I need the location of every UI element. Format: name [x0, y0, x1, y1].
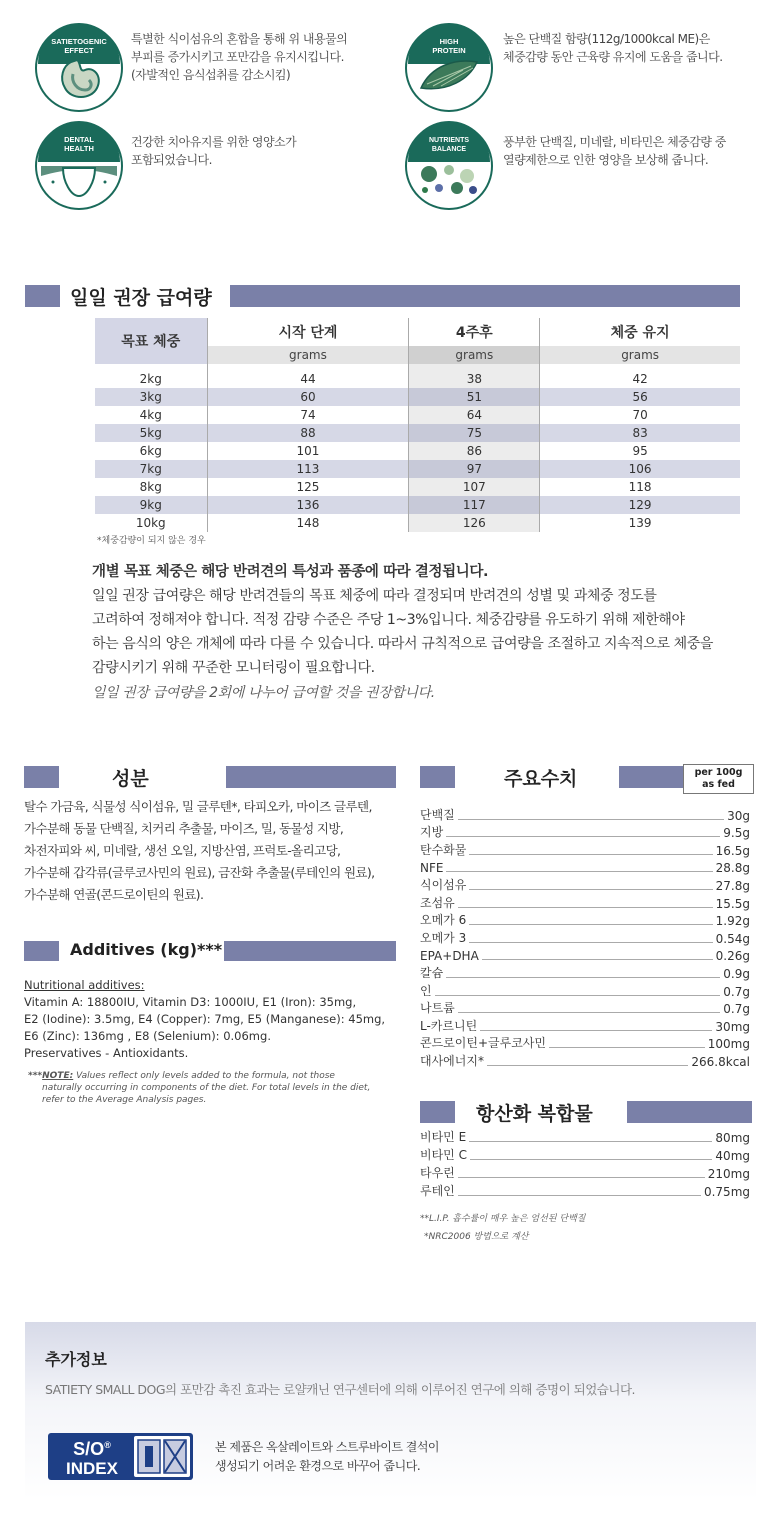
table-cell: 60: [207, 388, 409, 406]
nutrient-value: 0.7g: [723, 1002, 750, 1017]
nutrient-label: 비타민 C: [420, 1147, 467, 1162]
lip-note: **L.I.P. 흡수률이 매우 높은 엄선된 단백질: [420, 1214, 586, 1224]
badge-text-line2: HEALTH: [64, 144, 94, 153]
nutrient-label: 비타민 E: [420, 1129, 467, 1144]
composition-line: 차전자피와 씨, 미네랄, 생선 오일, 지방산염, 프럭토-올리고당,: [24, 843, 341, 858]
nutrient-value: 1.92g: [715, 914, 750, 929]
benefit-line: 건강한 치아유지를 위한 영양소가: [131, 135, 297, 149]
dot-leader: [446, 871, 712, 872]
nutrient-value: 0.9g: [723, 966, 750, 981]
additives-text: [24, 977, 396, 1062]
dot-leader: [446, 836, 720, 837]
nutrient-label: 인: [420, 983, 432, 998]
table-cell: 6kg: [139, 444, 162, 458]
benefit-text-high-protein: [503, 30, 723, 66]
dot-leader: [469, 889, 712, 890]
table-cell: 125: [207, 478, 409, 496]
table-cell: 44: [207, 370, 409, 388]
dot-leader: [487, 1065, 688, 1066]
table-cell: 3kg: [95, 388, 207, 406]
table-cell: 83: [540, 424, 740, 442]
additives-line: E6 (Zinc): 136mg , E8 (Selenium): 0.06mg.: [24, 1029, 271, 1043]
extra-text: SATIETY SMALL DOG의 포만감 촉진 효과는 로얄캐닌 연구센터에 의해 이루어진 연구에 의해 증명이 되었습니다.: [45, 1382, 635, 1397]
table-cell: 5kg: [95, 424, 207, 442]
analysis-row: [420, 946, 750, 964]
analysis-row: [420, 875, 750, 893]
benefit-line: 체중감량 동안 근육량 유지에 도움을 줍니다.: [503, 50, 723, 64]
feeding-bold-line: 개별 목표 체중은 해당 반려견의 특성과 품종에 따라 결정됩니다.: [92, 564, 489, 580]
table-cell: 95: [540, 442, 740, 460]
table-cell: 42: [540, 370, 740, 388]
additives-title: Additives (kg)***: [70, 940, 223, 959]
analysis-row: [420, 999, 750, 1017]
nutrient-value: 9.5g: [723, 826, 750, 841]
table-cell: 86: [409, 442, 540, 460]
dot-leader: [446, 977, 720, 978]
nutrient-value: 30g: [727, 808, 750, 823]
analysis-row: [420, 1127, 750, 1145]
table-cell: 107: [409, 478, 540, 496]
dot-leader: [469, 942, 712, 943]
feeding-table: [95, 318, 740, 532]
analysis-row: [420, 1016, 750, 1034]
analysis-row: [420, 1034, 750, 1052]
high-protein-badge: [403, 22, 495, 114]
table-row: [95, 514, 740, 532]
feeding-line: 하는 음식의 양은 개체에 따라 다를 수 있습니다. 따라서 규칙적으로 급여량을 조절하고 지속적으로 체중을: [92, 636, 714, 652]
nutrient-label: 지방: [420, 825, 444, 840]
analysis-bar-right: [619, 766, 685, 788]
nutrient-value: 80mg: [715, 1130, 750, 1145]
table-cell: 7kg: [95, 460, 207, 478]
nutrients-balance-badge: [403, 120, 495, 212]
index-text: INDEX: [66, 1459, 118, 1478]
nutrient-value: 28.8g: [715, 861, 750, 876]
crystal-icon: [134, 1436, 190, 1477]
table-row: [95, 442, 740, 460]
nutrient-label: 조섬유: [420, 895, 455, 910]
preservatives-line: Preservatives - Antioxidants.: [24, 1046, 189, 1060]
table-row: [95, 370, 740, 388]
table-cell: 136: [207, 496, 409, 514]
so-text: S/O: [73, 1439, 105, 1459]
nutrient-label: 대사에너지*: [420, 1053, 484, 1068]
composition-line: 가수분해 동물 단백질, 치커리 추출물, 마이즈, 밀, 동물성 지방,: [24, 821, 344, 836]
feeding-bar-left: [25, 285, 60, 307]
nutrient-value: 0.75mg: [703, 1184, 750, 1199]
analysis-row: [420, 1145, 750, 1163]
analysis-title: 주요수치: [504, 768, 578, 790]
table-cell: 139: [540, 514, 740, 532]
table-cell: 101: [207, 442, 409, 460]
table-cell: 88: [207, 424, 409, 442]
analysis-row: [420, 1181, 750, 1199]
table-cell: 75: [409, 424, 540, 442]
nutrient-label: 오메가 3: [420, 930, 467, 945]
dot-leader: [458, 819, 724, 820]
dot-leader: [469, 924, 712, 925]
dot-leader: [470, 1159, 712, 1160]
nutrient-label: 콘드로이틴+글루코사민: [420, 1036, 546, 1051]
badge-text-line1: NUTRIENTS: [428, 137, 470, 144]
nutrient-label: NFE: [420, 861, 444, 876]
additives-bar-left: [24, 941, 59, 961]
unit-label: grams: [207, 346, 409, 364]
satietogenic-badge: [33, 22, 125, 114]
table-cell: 8kg: [139, 480, 162, 494]
table-row: [95, 406, 740, 424]
table-cell: 117: [409, 496, 540, 514]
antioxidant-bar-left: [420, 1101, 455, 1123]
analysis-row: [420, 1163, 750, 1181]
additives-line: Vitamin A: 18800IU, Vitamin D3: 1000IU, E1 (Iron): 35mg,: [24, 995, 357, 1009]
dot-leader: [458, 1177, 705, 1178]
table-cell: 10kg: [135, 516, 166, 530]
nutrient-label: 루테인: [420, 1183, 455, 1198]
dot-leader: [458, 1195, 701, 1196]
additives-note: ***NOTE: Values reflect only levels added to the formula, not those naturally occurring in components of the diet. For total levels in the diet, refer to the Average Analysis pages.: [28, 1071, 371, 1105]
per-100g-box: per 100g as fed: [683, 764, 754, 794]
benefit-line: 높은 단백질 함량(112g/1000kcal ME)은: [503, 32, 710, 46]
badge-text-line2: PROTEIN: [432, 46, 466, 55]
unit-label: grams: [409, 346, 540, 364]
nutrient-label: EPA+DHA: [420, 949, 479, 964]
analysis-row: [420, 893, 750, 911]
nutrient-value: 100mg: [707, 1037, 750, 1052]
feeding-paragraph: [92, 560, 752, 680]
analysis-row: [420, 1051, 750, 1069]
column-header: 시작 단계: [207, 318, 409, 346]
table-row: [95, 478, 740, 496]
extra-title: 추가정보: [45, 1350, 107, 1369]
nutrient-value: 0.7g: [723, 984, 750, 999]
feeding-line: 고려하여 정해져야 합니다. 적정 감량 수준은 주당 1~3%입니다. 체중감량를 유도하기 위해 제한해야: [92, 612, 685, 628]
goal-weight-header: 목표 체중: [95, 318, 207, 364]
antioxidant-bar-right: [627, 1101, 752, 1123]
table-cell: 129: [540, 496, 740, 514]
table-cell: 97: [409, 460, 540, 478]
dot-leader: [482, 959, 713, 960]
benefit-text-dental: [131, 133, 296, 169]
nutrient-value: 266.8kcal: [691, 1054, 750, 1069]
column-header: 체중 유지: [540, 318, 740, 346]
table-cell: 74: [207, 406, 409, 424]
nutrient-label: L-카르니틴: [420, 1018, 478, 1033]
benefit-text-satietogenic: [131, 30, 347, 84]
dot-leader: [458, 907, 713, 908]
dot-leader: [435, 995, 721, 996]
composition-bar-left: [24, 766, 59, 788]
so-index-text: 본 제품은 옥살레이트와 스트루바이트 결석이 생성되기 어려운 환경으로 바꾸어 줍니다.: [215, 1440, 440, 1473]
nutrient-value: 15.5g: [715, 896, 750, 911]
nutrient-label: 단백질: [420, 807, 455, 822]
nutrient-value: 210mg: [707, 1166, 750, 1181]
analysis-row: [420, 911, 750, 929]
composition-bar-right: [226, 766, 396, 788]
nutrient-value: 0.54g: [715, 931, 750, 946]
table-row: [95, 388, 740, 406]
nutrient-value: 40mg: [715, 1148, 750, 1163]
additives-heading: Nutritional additives:: [24, 978, 145, 992]
badge-text-line1: HIGH: [439, 37, 459, 46]
analysis-row: [420, 823, 750, 841]
benefit-line: (자발적인 음식섭취를 감소시킴): [131, 68, 291, 82]
benefit-line: 포함되었습니다.: [131, 153, 212, 167]
table-cell: 9kg: [95, 496, 207, 514]
badge-text-line1: SATIETOGENIC: [51, 37, 107, 46]
table-cell: 64: [409, 406, 540, 424]
feeding-line: 일일 권장 급여량은 해당 반려견들의 목표 체중에 따라 결정되며 반려견의 성별 및 과체중 정도를: [92, 588, 657, 604]
table-cell: 118: [540, 478, 740, 496]
composition-line: 탈수 가금육, 식물성 식이섬유, 밀 글루텐*, 타피오카, 마이즈 글루텐,: [24, 799, 372, 814]
composition-title: 성분: [112, 768, 149, 790]
nutrient-label: 오메가 6: [420, 913, 467, 928]
table-cell: 148: [207, 514, 409, 532]
so-index-logo: S/O® INDEX: [48, 1433, 193, 1480]
composition-line: 가수분해 갑각류(글루코사민의 원료), 금잔화 추출물(루테인의 원료),: [24, 865, 375, 880]
benefit-line: 풍부한 단백질, 미네랄, 비타민은 체중감량 중: [503, 135, 726, 149]
dot-leader: [469, 1141, 712, 1142]
dental-health-badge: [33, 120, 125, 212]
feeding-italic-note: 일일 권장 급여량을 2회에 나누어 급여할 것을 권장합니다.: [92, 685, 435, 701]
nutrient-label: 식이섬유: [420, 877, 467, 892]
benefit-text-nutrients: [503, 133, 726, 169]
nutrient-label: 타우린: [420, 1165, 455, 1180]
nutrient-value: 0.26g: [715, 949, 750, 964]
analysis-row: [420, 858, 750, 876]
nutrient-label: 칼슘: [420, 965, 444, 980]
dot-leader: [480, 1030, 712, 1031]
analysis-bar-left: [420, 766, 455, 788]
benefit-line: 열량제한으로 인한 영양을 보상해 줍니다.: [503, 153, 709, 167]
nutrient-value: 27.8g: [715, 878, 750, 893]
feeding-line: 감량시키기 위해 꾸준한 모니터링이 필요합니다.: [92, 660, 375, 676]
badge-text-line1: DENTAL: [64, 135, 94, 144]
badge-text-line2: EFFECT: [64, 46, 94, 55]
table-row: [95, 424, 740, 442]
antioxidant-title: 항산화 복합물: [476, 1103, 593, 1125]
unit-label: grams: [540, 346, 740, 364]
nutrient-value: 30mg: [715, 1019, 750, 1034]
benefit-line: 특별한 식이섬유의 혼합을 통해 위 내용물의: [131, 32, 348, 46]
table-cell: 70: [540, 406, 740, 424]
nrc-note: *NRC2006 방법으로 계산: [424, 1232, 529, 1242]
benefit-line: 부피를 증가시키고 포만감을 유지시킵니다.: [131, 50, 344, 64]
dot-leader: [469, 854, 712, 855]
table-cell: 56: [540, 388, 740, 406]
column-header: 4주후: [409, 318, 540, 346]
table-cell: 4kg: [139, 408, 162, 422]
feeding-bar-right: [230, 285, 740, 307]
feeding-title: 일일 권장 급여량: [70, 287, 212, 309]
table-row: [95, 496, 740, 514]
analysis-row: [420, 963, 750, 981]
nutrient-label: 탄수화물: [420, 842, 467, 857]
dot-leader: [549, 1047, 705, 1048]
nutrient-value: 16.5g: [715, 843, 750, 858]
composition-text: [24, 796, 396, 906]
table-cell: 2kg: [139, 372, 162, 386]
additives-bar-right: [224, 941, 396, 961]
dot-leader: [458, 1012, 721, 1013]
table-row: [95, 460, 740, 478]
nutrient-label: 나트륨: [420, 1001, 455, 1016]
table-cell: 126: [409, 514, 540, 532]
badge-text-line2: BALANCE: [431, 146, 467, 153]
analysis-row: [420, 840, 750, 858]
feeding-footnote: *체중감량이 되지 않은 경우: [97, 536, 206, 546]
analysis-row: [420, 981, 750, 999]
table-cell: 51: [409, 388, 540, 406]
analysis-row: [420, 805, 750, 823]
table-cell: 113: [207, 460, 409, 478]
analysis-row: [420, 928, 750, 946]
table-cell: 106: [540, 460, 740, 478]
additives-line: E2 (Iodine): 3.5mg, E4 (Copper): 7mg, E5 (Manganese): 45mg,: [24, 1012, 386, 1026]
composition-line: 가수분해 연골(콘드로이틴의 원료).: [24, 887, 204, 902]
table-cell: 38: [409, 370, 540, 388]
